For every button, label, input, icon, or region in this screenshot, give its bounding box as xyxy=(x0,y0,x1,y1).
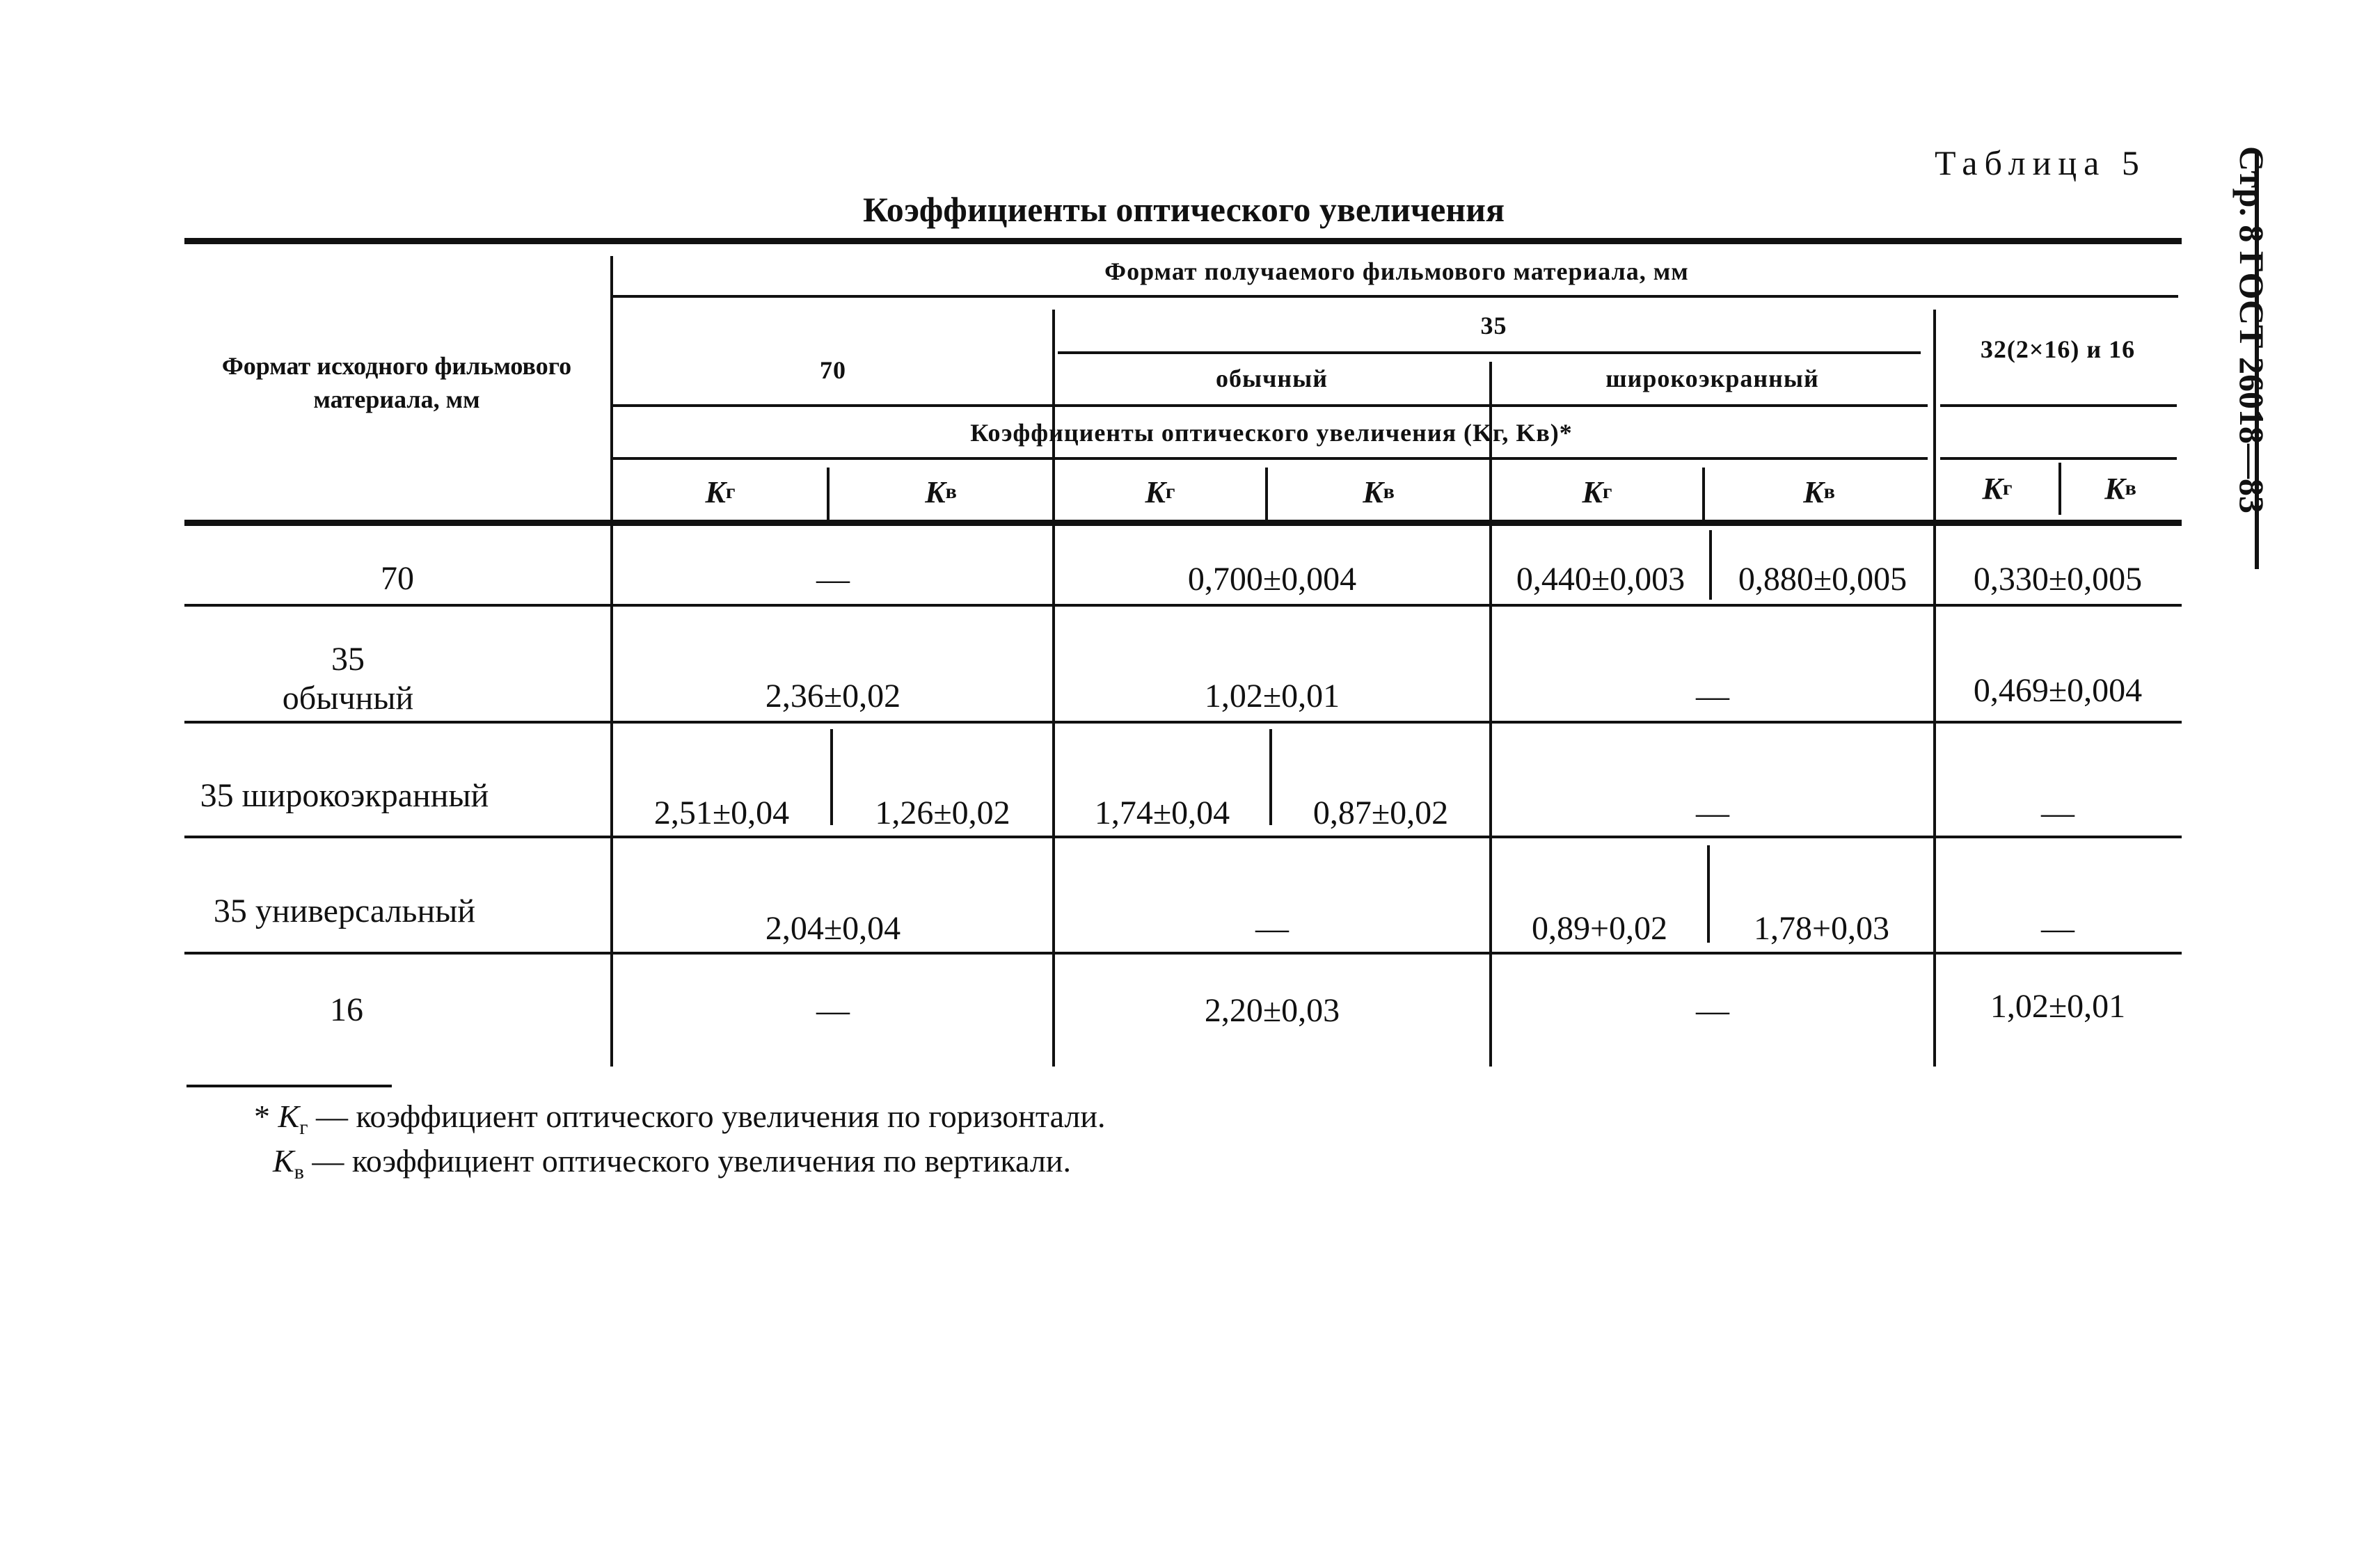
row-rule-2 xyxy=(184,721,2182,724)
kv-symbol-70: K в xyxy=(925,474,957,509)
header-formats-rule xyxy=(612,404,1928,407)
table-top-rule xyxy=(184,238,2182,244)
header-col-35-wide: широкоэкранный xyxy=(1605,365,1819,392)
row3-c70-kg: 2,51±0,04 xyxy=(653,794,790,831)
row4-c70: 2,04±0,04 xyxy=(765,909,901,947)
header-source-format: Формат исходного фильмового материала, мм xyxy=(221,352,572,413)
kv-symbol-35-wide: K в xyxy=(1803,474,1835,509)
row3-c70-kv: 1,26±0,02 xyxy=(875,794,1010,831)
row-rule-3 xyxy=(184,836,2182,838)
kv-symbol-32: K в xyxy=(2104,471,2136,506)
row-rule-4 xyxy=(184,952,2182,955)
footnote-marker: * xyxy=(254,1099,270,1134)
header-coefficients-caption: Коэффициенты оптического увеличения (Kг, Kв)* xyxy=(970,419,1573,447)
row-rule-1 xyxy=(184,604,2182,607)
row-label-70: 70 xyxy=(381,560,414,597)
row3-c35-wide: — xyxy=(1696,794,1729,831)
kg-symbol-32: K г xyxy=(1982,471,2013,506)
kg-symbol-35-regular: K г xyxy=(1145,474,1175,509)
footnote-rule xyxy=(187,1085,392,1087)
row5-c32-16: 1,02±0,01 xyxy=(1990,987,2126,1025)
header-col-35-regular: обычный xyxy=(1215,365,1328,392)
row-label-35-regular: 35 обычный xyxy=(282,641,414,717)
row-label-16: 16 xyxy=(330,991,363,1028)
header-formats-rule-32 xyxy=(1940,404,2177,407)
row5-c35-regular: 2,20±0,03 xyxy=(1204,991,1340,1029)
table-title: Коэффициенты оптического увеличения xyxy=(863,190,1505,229)
row5-c70: — xyxy=(816,991,850,1029)
row2-c70: 2,36±0,02 xyxy=(765,677,901,714)
row1-c35-regular: 0,700±0,004 xyxy=(1187,560,1357,598)
row2-c32-16: 0,469±0,004 xyxy=(1973,671,2143,709)
table-number-label: Таблица 5 xyxy=(1935,143,2146,182)
row3-c35-regular-kg: 1,74±0,04 xyxy=(1094,794,1230,831)
footnote-kv-symbol: $K_в$ xyxy=(273,1143,304,1184)
header-col-70: 70 xyxy=(820,356,846,384)
row5-c35-wide: — xyxy=(1696,991,1729,1029)
row-label-35-wide: 35 широкоэкранный xyxy=(200,777,489,814)
kv-symbol-35-regular: K в xyxy=(1363,474,1395,509)
header-col-32-16: 32(2×16) и 16 xyxy=(1980,335,2136,363)
row-label-35-universal: 35 универсальный xyxy=(213,893,476,929)
row4-c35-wide-kg: 0,89+0,02 xyxy=(1531,909,1668,947)
footnote-kv xyxy=(273,1142,1071,1184)
header-35-rule xyxy=(1058,351,1921,354)
footnote-kg xyxy=(254,1098,1105,1140)
row1-c70: — xyxy=(816,560,850,598)
row4-c35-wide-kv: 1,78+0,03 xyxy=(1753,909,1890,947)
row4-c32-16: — xyxy=(2041,909,2074,947)
footnote-kg-text: — коэффициент оптического увеличения по горизонтали. xyxy=(316,1099,1106,1134)
header-coef-rule xyxy=(612,457,1928,460)
header-bottom-rule xyxy=(184,520,2182,526)
kg-symbol-70: K г xyxy=(705,474,736,509)
row3-c32-16: — xyxy=(2041,794,2074,831)
row4-c35-regular: — xyxy=(1255,909,1289,947)
header-output-format: Формат получаемого фильмового материала, мм xyxy=(1104,257,1689,285)
row2-c35-regular: 1,02±0,01 xyxy=(1204,677,1340,714)
header-coef-rule-32 xyxy=(1940,457,2177,460)
kg-symbol-35-wide: K г xyxy=(1582,474,1612,509)
row3-c35-regular-kv: 0,87±0,02 xyxy=(1312,794,1449,831)
footnote-kg-symbol: $K_г$ xyxy=(278,1099,308,1140)
header-col-35: 35 xyxy=(1480,312,1507,340)
row2-c35-wide: — xyxy=(1696,677,1729,714)
row1-c35-wide-kg: 0,440±0,003 xyxy=(1516,560,1685,598)
row1-c32-16: 0,330±0,005 xyxy=(1973,560,2143,598)
footnote-kv-text: — коэффициент оптического увеличения по вертикали. xyxy=(312,1143,1071,1179)
header-output-format-rule xyxy=(612,295,2178,298)
col-rule-label xyxy=(610,256,613,1067)
row1-c35-wide-kv: 0,880±0,005 xyxy=(1738,560,1907,598)
side-page-reference: Стр. 8 ГОСТ 26018—83 xyxy=(2232,146,2271,513)
